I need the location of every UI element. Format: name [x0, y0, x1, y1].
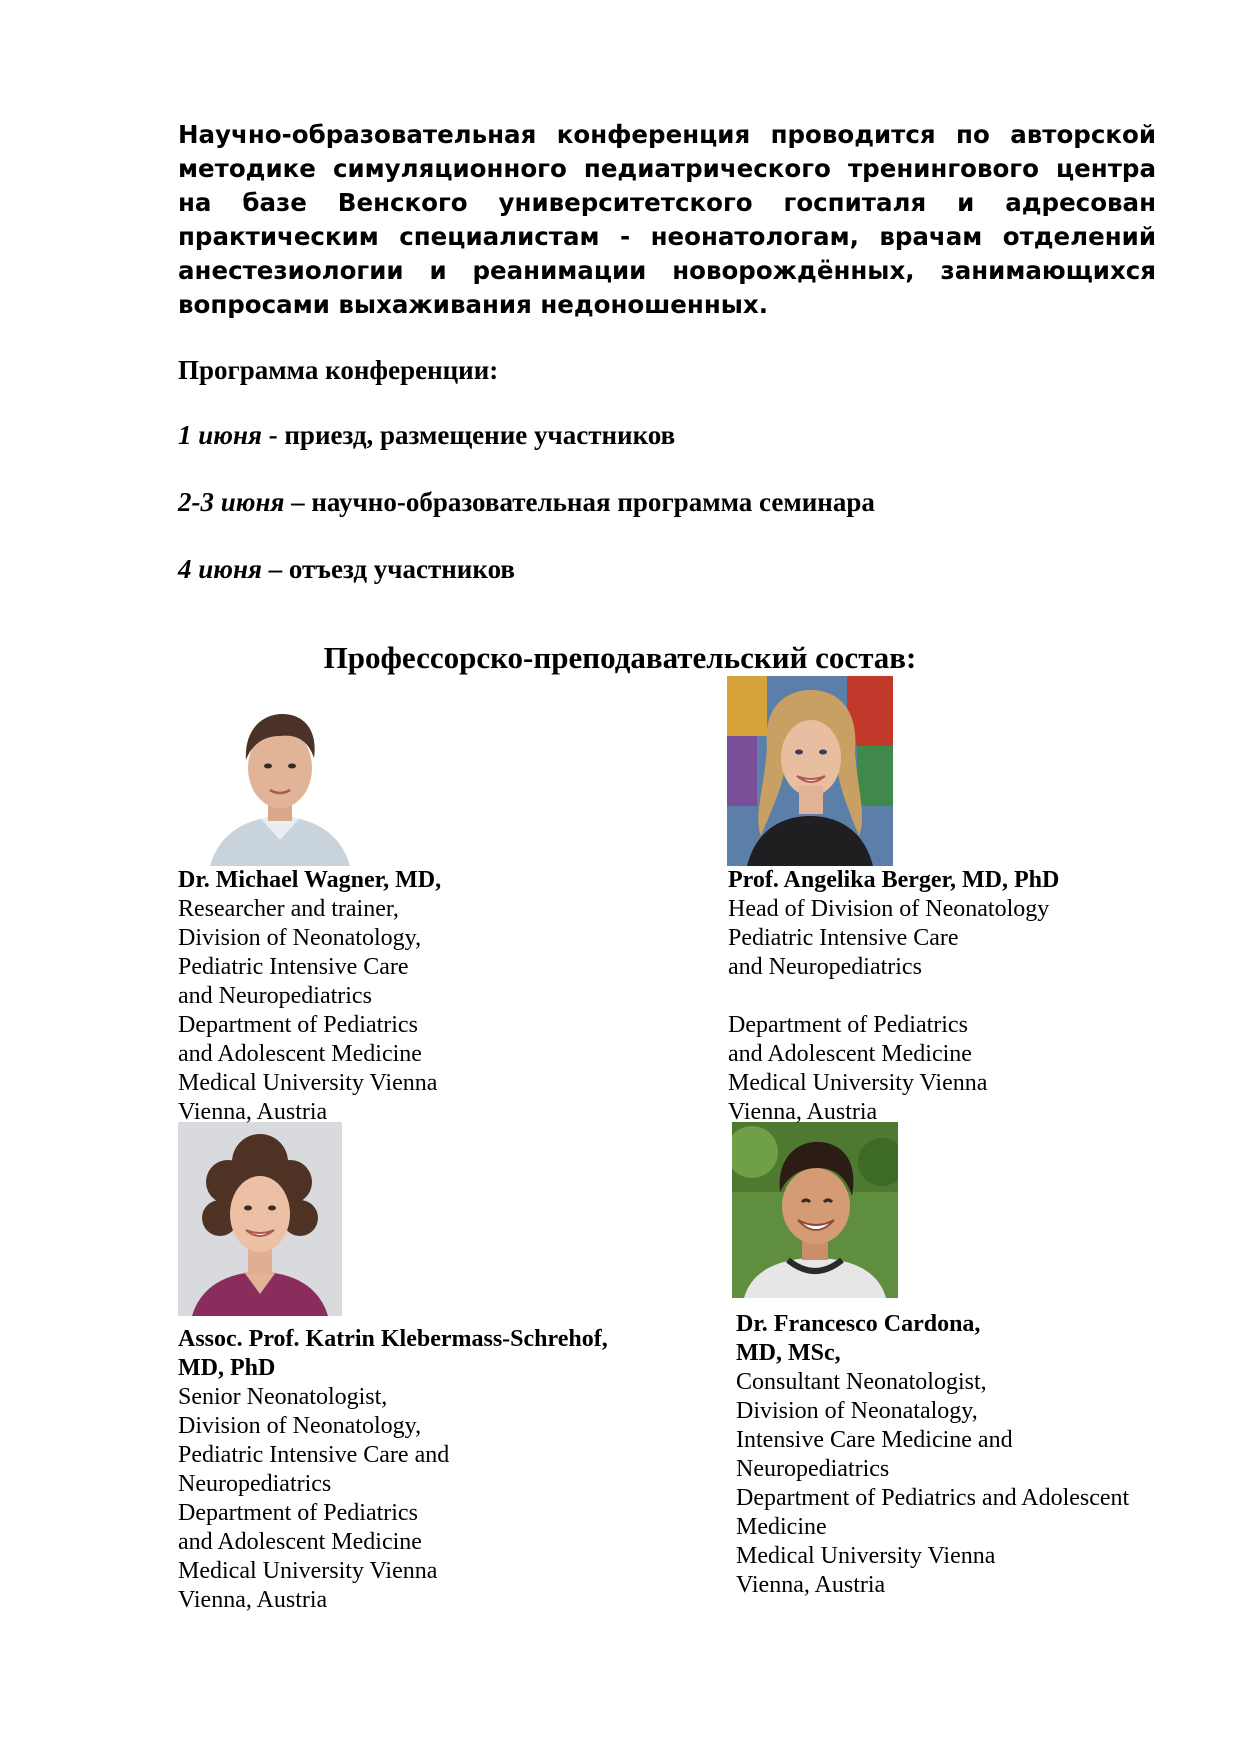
- faculty-detail-line: Medical University Vienna: [178, 1070, 438, 1096]
- faculty-detail-line: Consultant Neonatologist,: [736, 1369, 987, 1395]
- faculty-detail-line: Researcher and trainer,: [178, 896, 399, 922]
- program-date: 1 июня: [178, 420, 262, 450]
- faculty-detail-line: Vienna, Austria: [728, 1099, 878, 1125]
- faculty-name: Dr. Michael Wagner, MD,: [178, 867, 442, 893]
- program-separator: –: [284, 487, 312, 517]
- faculty-detail-line: Medical University Vienna: [728, 1070, 988, 1096]
- faculty-detail-line: and Adolescent Medicine: [728, 1041, 972, 1067]
- faculty-detail-line: Department of Pediatrics: [178, 1012, 418, 1038]
- faculty-detail-line: and Neuropediatrics: [728, 954, 922, 980]
- faculty-detail-line: Head of Division of Neonatology: [728, 896, 1050, 922]
- program-text: отъезд участников: [288, 554, 515, 584]
- faculty-detail-line: Pediatric Intensive Care: [728, 925, 959, 951]
- program-item: [178, 487, 875, 518]
- faculty-detail-line: Vienna, Austria: [178, 1099, 328, 1125]
- faculty-detail-line: Department of Pediatrics: [178, 1500, 418, 1526]
- faculty-detail-line: Vienna, Austria: [736, 1572, 886, 1598]
- faculty-detail-line: Medicine: [736, 1514, 827, 1540]
- photo-katrin-klebermass-schrehof: [178, 1122, 342, 1316]
- faculty-degrees: MD, PhD: [178, 1355, 276, 1381]
- faculty-detail-line: Medical University Vienna: [736, 1543, 996, 1569]
- faculty-detail-line: Vienna, Austria: [178, 1587, 328, 1613]
- program-item: [178, 554, 515, 585]
- faculty-name: Dr. Francesco Cardona,: [736, 1311, 981, 1337]
- faculty-detail-line: Medical University Vienna: [178, 1558, 438, 1584]
- faculty-name: Assoc. Prof. Katrin Klebermass-Schrehof,: [178, 1326, 608, 1352]
- faculty-detail-line: Department of Pediatrics: [728, 1012, 968, 1038]
- program-text: приезд, размещение участников: [284, 420, 676, 450]
- faculty-detail-line: Pediatric Intensive Care: [178, 954, 409, 980]
- program-date: 2-3 июня: [178, 487, 285, 517]
- faculty-detail-line: Senior Neonatologist,: [178, 1384, 388, 1410]
- faculty-detail-line: Neuropediatrics: [178, 1471, 332, 1497]
- program-item: [178, 420, 675, 451]
- faculty-detail-line: and Neuropediatrics: [178, 983, 372, 1009]
- faculty-detail-line: Division of Neonatology,: [178, 1413, 422, 1439]
- intro-paragraph: Научно-образовательная конференция проводится по авторской методике симуляционного педиатрического тренингового центра на базе Венского университетского госпиталя и адресован практическим специалистам - неонатологам, врачам отделений анестезиологии и реанимации новорождённых, занимающихся вопросами выхаживания недоношенных.: [178, 120, 1156, 319]
- faculty-card-katrin-klebermass-schrehof: [178, 1325, 608, 1615]
- photo-francesco-cardona: [732, 1122, 898, 1298]
- faculty-title: Профессорско-преподавательский состав:: [323, 640, 917, 675]
- faculty-detail-line: Neuropediatrics: [736, 1456, 890, 1482]
- faculty-detail-line: Intensive Care Medicine and: [736, 1427, 1013, 1453]
- faculty-name: Prof. Angelika Berger, MD, PhD: [728, 867, 1060, 893]
- program-separator: –: [261, 554, 289, 584]
- faculty-detail-line: Department of Pediatrics and Adolescent: [736, 1485, 1130, 1511]
- program-text: научно-образовательная программа семинара: [311, 487, 875, 517]
- faculty-detail-line: Division of Neonatalogy,: [736, 1398, 978, 1424]
- faculty-detail-line: Pediatric Intensive Care and: [178, 1442, 450, 1468]
- program-date: 4 июня: [178, 554, 262, 584]
- program-separator: -: [261, 420, 285, 450]
- program-title: Программа конференции:: [178, 355, 499, 385]
- photo-angelika-berger: [727, 676, 893, 866]
- faculty-detail-spacer: [728, 982, 1059, 1011]
- faculty-card-angelika-berger: [728, 866, 1059, 1127]
- faculty-degrees: MD, MSc,: [736, 1340, 841, 1366]
- faculty-card-francesco-cardona: [736, 1310, 1129, 1600]
- faculty-card-michael-wagner: [178, 866, 441, 1127]
- faculty-detail-line: Division of Neonatology,: [178, 925, 422, 951]
- faculty-detail-line: and Adolescent Medicine: [178, 1041, 422, 1067]
- faculty-detail-line: and Adolescent Medicine: [178, 1529, 422, 1555]
- photo-michael-wagner: [200, 700, 360, 866]
